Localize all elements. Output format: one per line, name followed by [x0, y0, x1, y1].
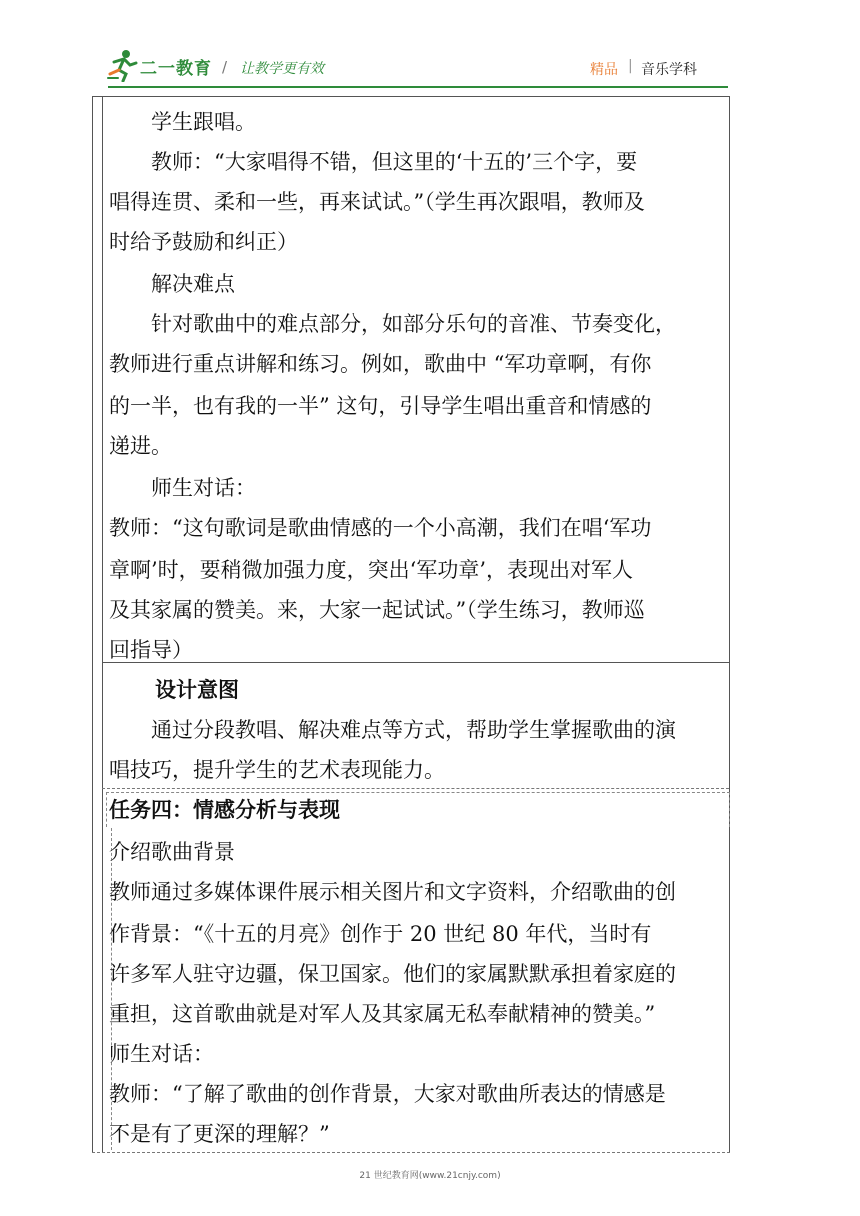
body-line: 教师：“大家唱得不错，但这里的‘十五的’三个字，要: [151, 150, 638, 174]
table-row-separator: [102, 662, 730, 663]
header-rule: [108, 86, 728, 88]
task-line: 介绍歌曲背景: [109, 840, 235, 864]
body-line: 教师：“这句歌词是歌曲情感的一个小高潮，我们在唱‘军功: [109, 516, 652, 540]
table-border-right: [729, 96, 730, 1152]
brand-name: 二一教育: [140, 59, 212, 79]
task-line: 重担，这首歌曲就是对军人及其家属无私奉献精神的赞美。”: [109, 1002, 656, 1026]
body-line: 时给予鼓励和纠正）: [109, 230, 298, 254]
body-line: 及其家属的赞美。来，大家一起试试。”（学生练习，教师巡: [109, 598, 645, 622]
design-intent-line: 通过分段教唱、解决难点等方式，帮助学生掌握歌曲的演: [151, 718, 676, 742]
task-heading: 任务四：情感分析与表现: [109, 797, 340, 822]
table-border-top: [92, 96, 730, 97]
body-line: 递进。: [109, 434, 172, 458]
body-line: 回指导）: [109, 638, 193, 662]
brand-slogan: 让教学更有效: [240, 61, 324, 77]
subject-label: 音乐学科: [641, 62, 697, 78]
runner-logo-icon: [106, 48, 138, 82]
task-line: 作背景：“《十五的月亮》创作于 20 世纪 80 年代，当时有: [109, 922, 652, 946]
quality-label: 精品: [590, 62, 618, 78]
body-line: 章啊’时，要稍微加强力度，突出‘军功章’，表现出对军人: [109, 558, 634, 582]
task-line: 不是有了更深的理解？”: [109, 1122, 330, 1146]
body-line: 学生跟唱。: [151, 110, 256, 134]
task-line: 教师通过多媒体课件展示相关图片和文字资料，介绍歌曲的创: [109, 880, 676, 904]
body-line: 解决难点: [151, 272, 235, 296]
body-line: 针对歌曲中的难点部分，如部分乐句的音准、节奏变化，: [151, 312, 676, 336]
table-border-outer-left: [92, 96, 93, 1152]
page-footer: 21 世纪教育网(www.21cnjy.com): [359, 1171, 501, 1181]
header-separator: |: [628, 58, 633, 74]
header-slash: /: [222, 58, 228, 76]
page-header: [0, 0, 860, 90]
body-line: 唱得连贯、柔和一些，再来试试。”（学生再次跟唱，教师及: [109, 190, 645, 214]
body-line: 师生对话：: [151, 476, 256, 500]
body-line: 教师进行重点讲解和练习。例如，歌曲中 “军功章啊，有你: [109, 352, 652, 376]
design-intent-line: 唱技巧，提升学生的艺术表现能力。: [109, 758, 445, 782]
task-line: 师生对话：: [109, 1042, 214, 1066]
body-line: 的一半，也有我的一半” 这句，引导学生唱出重音和情感的: [109, 394, 652, 418]
task-line: 许多军人驻守边疆，保卫国家。他们的家属默默承担着家庭的: [109, 962, 676, 986]
task-line: 教师：“了解了歌曲的创作背景，大家对歌曲所表达的情感是: [109, 1082, 666, 1106]
design-intent-heading: 设计意图: [155, 677, 239, 702]
